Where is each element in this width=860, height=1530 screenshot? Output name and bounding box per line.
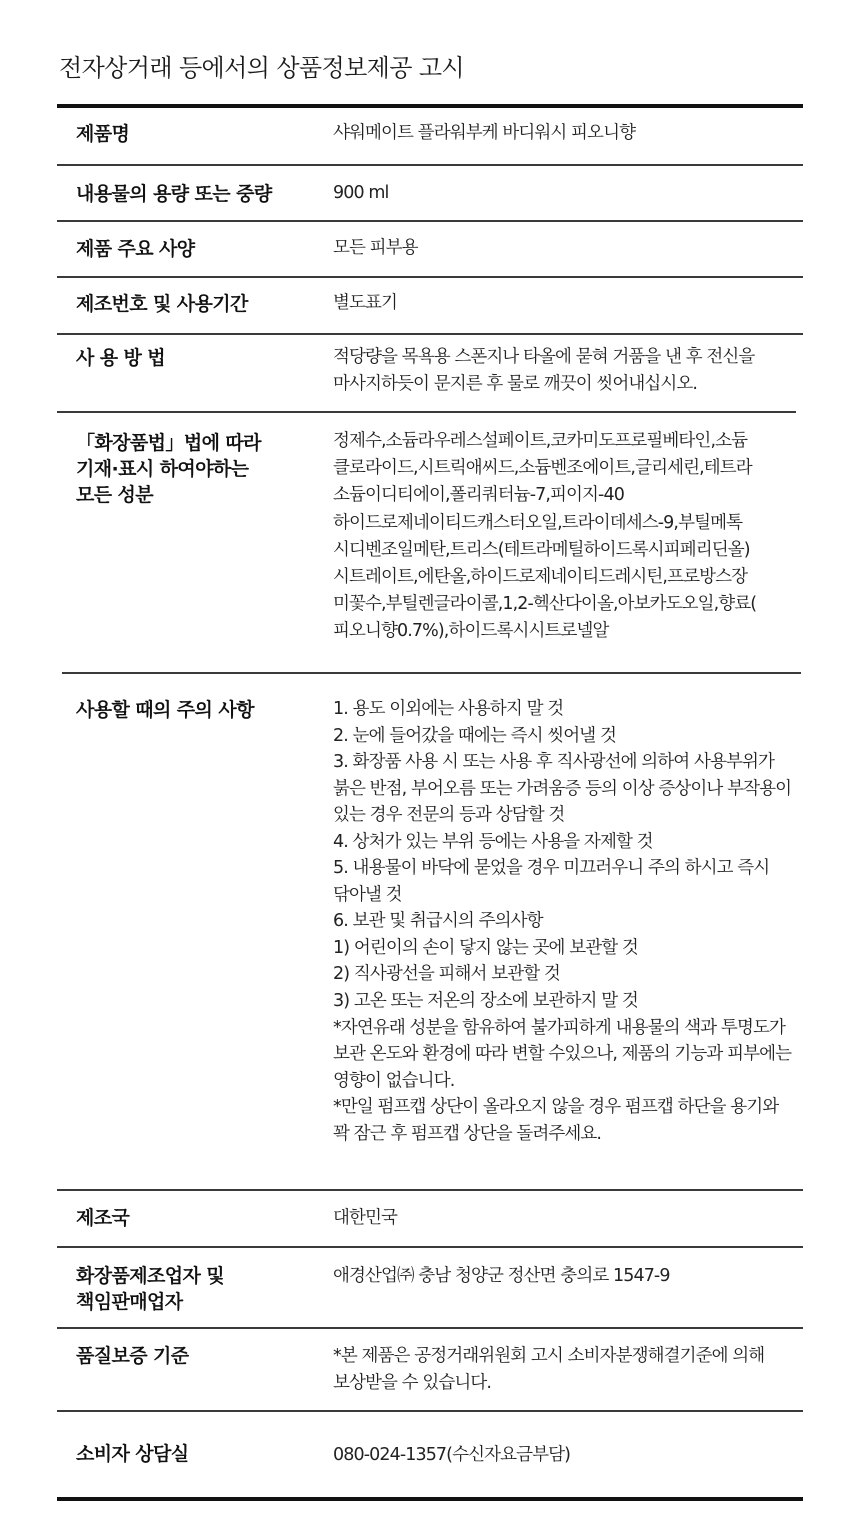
- row-value-origin: 대한민국: [333, 1208, 398, 1228]
- row-label-precautions: 사용할 때의 주의 사항: [76, 699, 254, 721]
- row-value-manufacturer: 애경산업㈜ 충남 청양군 정산면 충의로 1547-9: [333, 1266, 670, 1286]
- row-value-usage: 적당량을 목욕용 스폰지나 타올에 묻혀 거품을 낸 후 전신을 마사지하듯이 문지른 후 물로 깨끗이 씻어내십시오.: [333, 347, 755, 395]
- table-top-border: [57, 104, 803, 108]
- row-label-spec: 제품 주요 사양: [76, 238, 195, 260]
- row-value-ingredients: 정제수,소듐라우레스설페이트,코카미도프로필베타인,소듐 클로라이드,시트릭애씨드,소듐벤조에이트,글리세린,테트라 소듐이디티에이,폴리쿼터늄-7,피이지-40 하이드로제네이티드캐스터오일,트라이데세스-9,부틸메톡 시디벤조일메탄,트리스(테트라메틸하이드록시피페리딘올) 시트레이트,에탄올,하이드로제네이티드레시틴,프로방스장 미꽃수,부틸렌글라이콜,1,2-헥산다이올,아보카도오일,향료( 피오니향0.7%),하이드록시시트로넬알: [333, 431, 757, 642]
- row-divider: [57, 220, 803, 222]
- row-value-spec: 모든 피부용: [333, 238, 418, 258]
- row-value-precautions: 1. 용도 이외에는 사용하지 말 것 2. 눈에 들어갔을 때에는 즉시 씻어낼 것 3. 화장품 사용 시 또는 사용 후 직사광선에 의하여 사용부위가 붉은 반점, 부어오름 또는 가려움증 등의 이상 증상이나 부작용이 있는 경우 전문의 등과 상담할 것 4. 상처가 있는 부위 등에는 사용을 자제할 것 5. 내용물이 바닥에 묻었을 경우 미끄러우니 주의 하시고 즉시 닦아낼 것 6. 보관 및 취급시의 주의사항 1) 어린이의 손이 닿지 않는 곳에 보관할 것 2) 직사광선을 피해서 보관할 것 3) 고온 또는 저온의 장소에 보관하지 말 것 *자연유래 성분을 함유하여 불가피하게 내용물의 색과 투명도가 보관 온도와 환경에 따라 변할 수있으나, 제품의 기능과 피부에는 영향이 없습니다. *만일 펌프캡 상단이 올라오지 않을 경우 펌프캡 하단을 용기와 꽉 잠근 후 펌프캡 상단을 돌려주세요.: [333, 699, 792, 1144]
- table-bottom-border: [57, 1497, 803, 1501]
- page-title: 전자상거래 등에서의 상품정보제공 고시: [59, 54, 465, 82]
- row-label-lot-expiry: 제조번호 및 사용기간: [76, 293, 248, 315]
- row-divider: [57, 1410, 803, 1412]
- row-value-lot-expiry: 별도표기: [333, 293, 398, 313]
- row-label-usage: 사 용 방 법: [76, 347, 166, 369]
- row-divider: [57, 276, 803, 278]
- row-value-product-name: 샤워메이트 플라워부케 바디워시 피오니향: [333, 123, 636, 143]
- row-value-customer-service: 080-024-1357(수신자요금부담): [333, 1445, 571, 1465]
- row-divider: [57, 1189, 803, 1191]
- row-value-volume: 900 ml: [333, 183, 389, 203]
- row-label-volume: 내용물의 용량 또는 중량: [76, 183, 272, 205]
- row-divider: [62, 672, 801, 674]
- row-value-quality-guarantee: *본 제품은 공정거래위원회 고시 소비자분쟁해결기준에 의해 보상받을 수 있습니다.: [333, 1346, 765, 1394]
- row-label-ingredients: 「화장품법」법에 따라 기재·표시 하여야하는 모든 성분: [76, 432, 261, 506]
- row-divider: [57, 164, 803, 166]
- row-label-manufacturer: 화장품제조업자 및 책임판매업자: [76, 1265, 225, 1313]
- row-divider: [57, 333, 803, 335]
- row-divider: [57, 1327, 803, 1329]
- row-label-product-name: 제품명: [76, 123, 130, 145]
- row-divider: [57, 1246, 803, 1248]
- row-label-origin: 제조국: [76, 1207, 130, 1229]
- row-label-customer-service: 소비자 상담실: [76, 1443, 189, 1465]
- row-divider: [57, 411, 796, 413]
- row-label-quality-guarantee: 품질보증 기준: [76, 1345, 189, 1367]
